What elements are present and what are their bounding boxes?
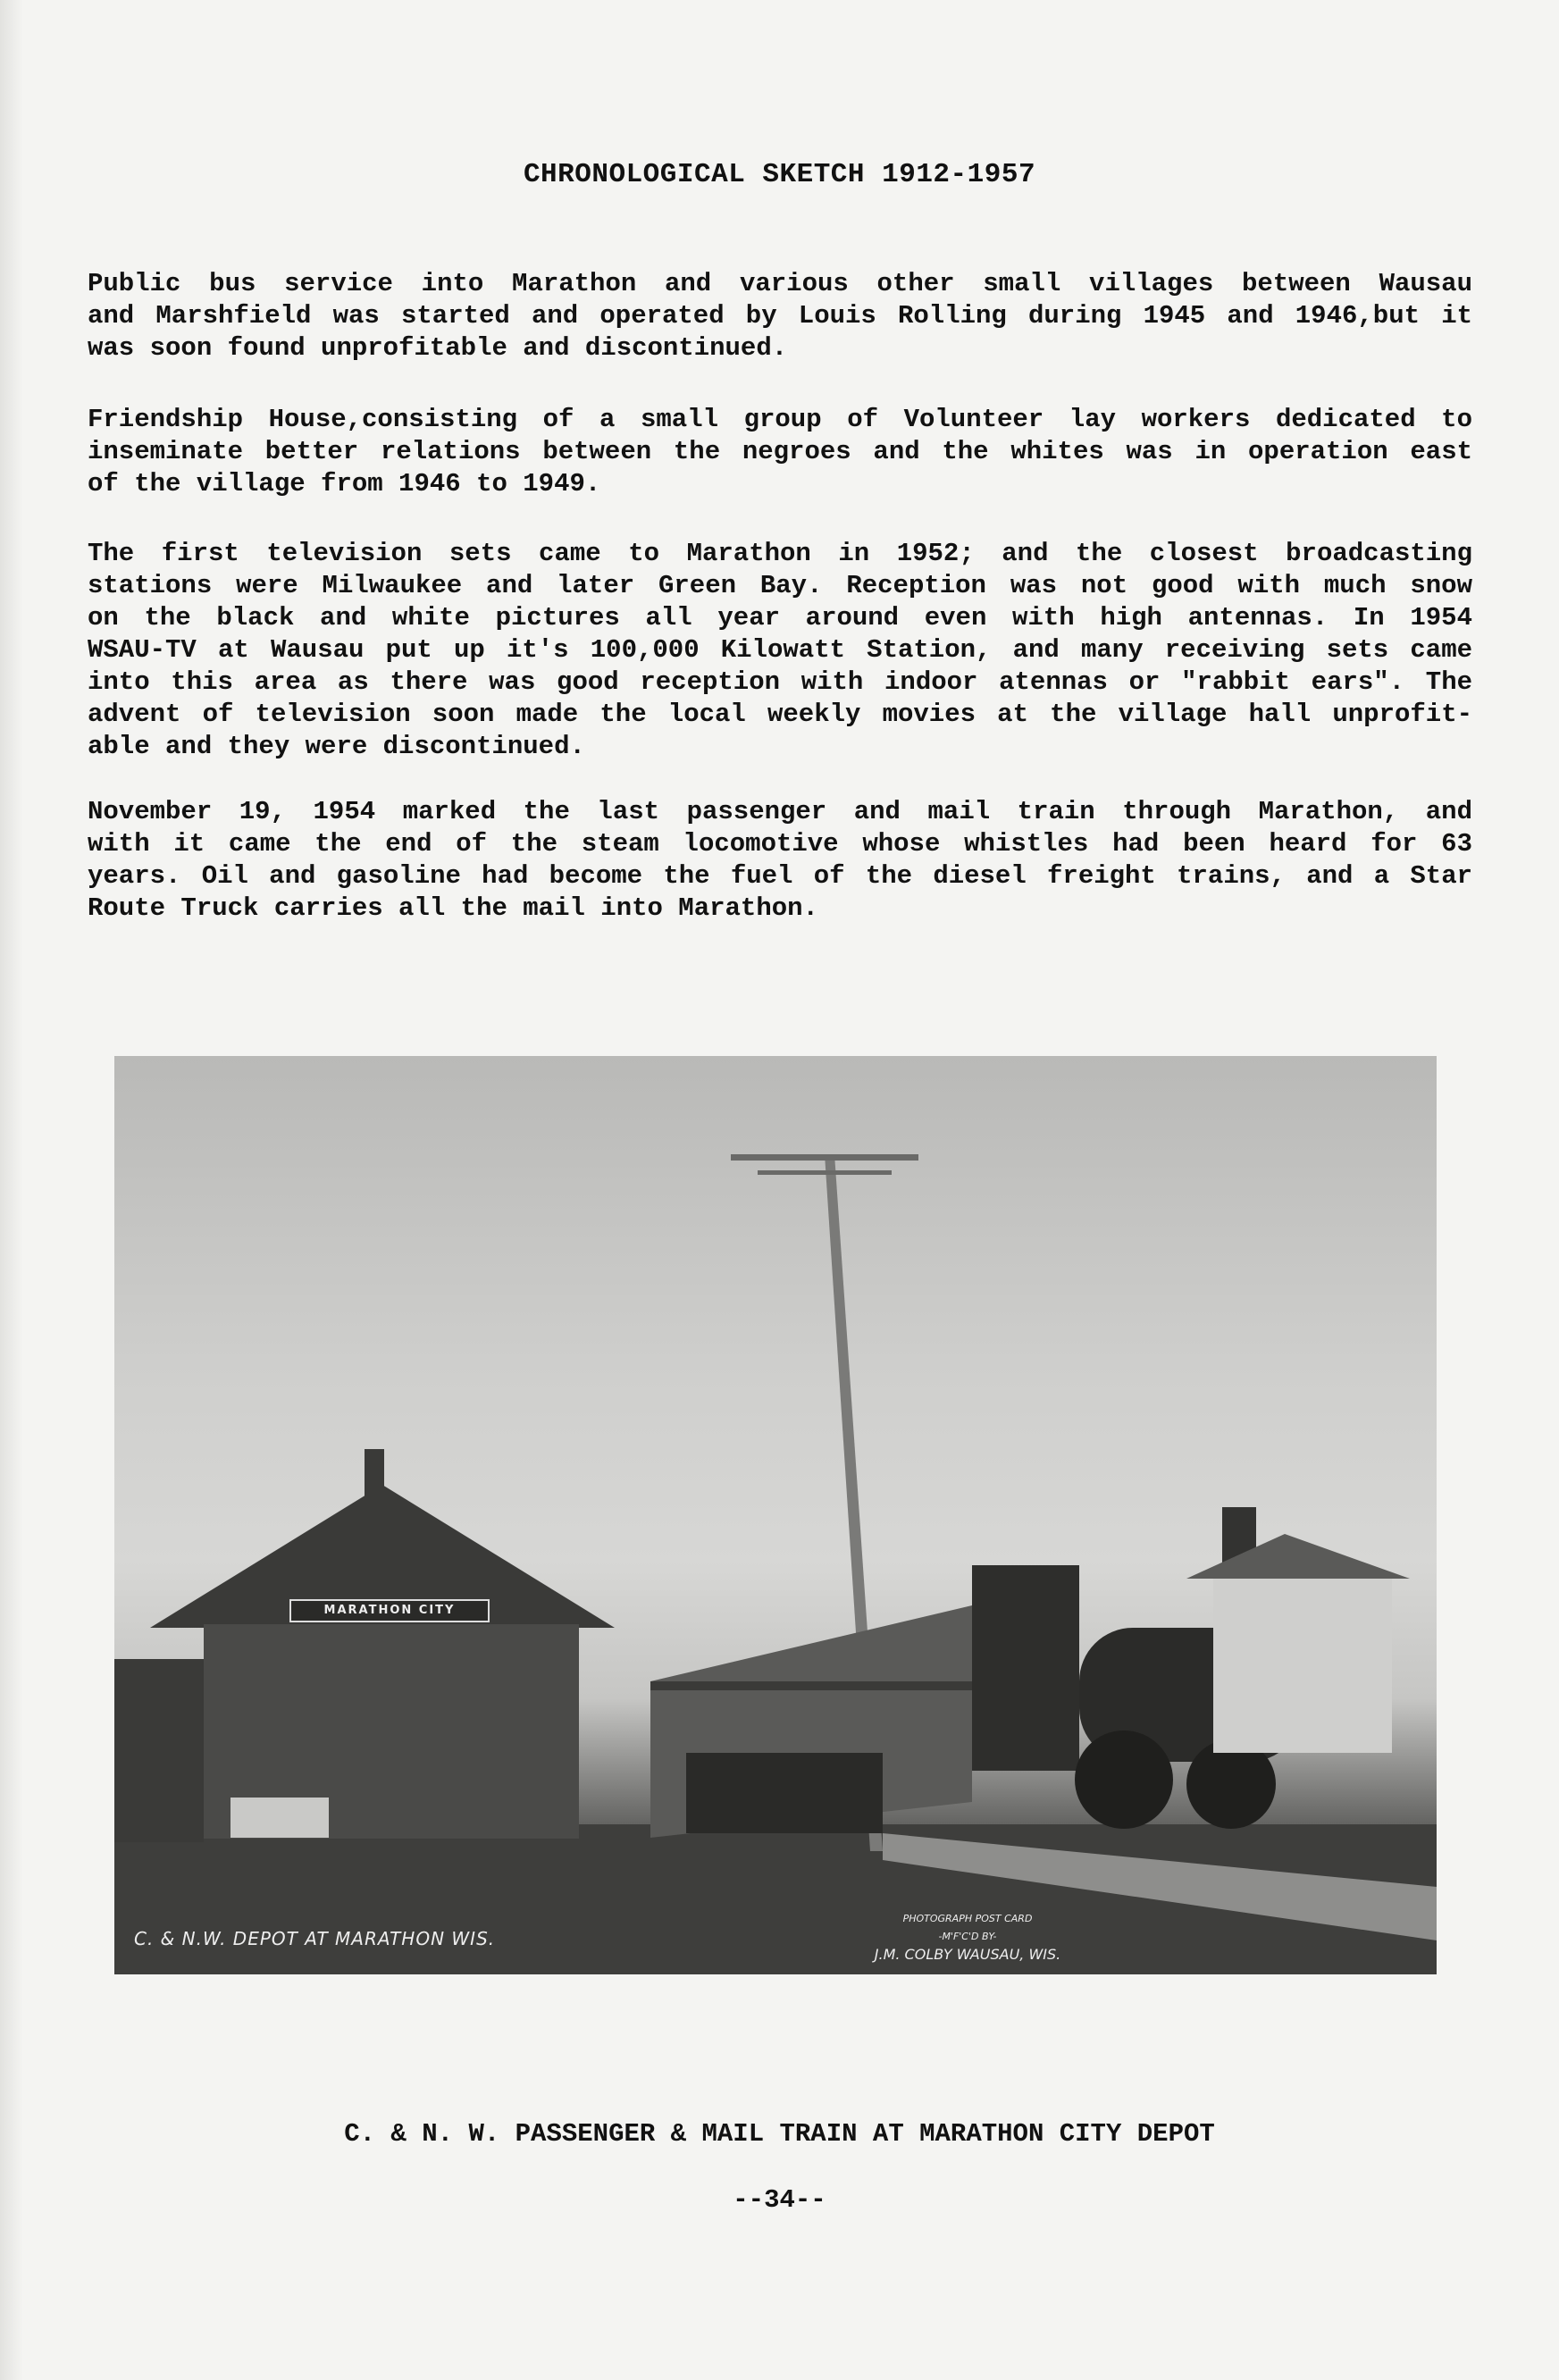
text-line: stations were Milwaukee and later Green Bay. Reception was not good with much snow bbox=[88, 571, 1472, 600]
photo-caption-left: C. & N.W. DEPOT AT MARATHON WIS. bbox=[134, 1928, 496, 1949]
station-sign: MARATHON CITY bbox=[289, 1599, 490, 1622]
text-line: WSAU-TV at Wausau put up it's 100,000 Kilowatt Station, and many receiving sets came bbox=[88, 635, 1472, 665]
page-heading: CHRONOLOGICAL SKETCH 1912-1957 bbox=[523, 159, 1036, 190]
text-line: on the black and white pictures all year around even with high antennas. In 1954 bbox=[88, 603, 1472, 633]
figure-caption: C. & N. W. PASSENGER & MAIL TRAIN AT MARATHON CITY DEPOT bbox=[344, 2119, 1215, 2149]
depot-train-photograph bbox=[114, 1056, 1437, 1974]
text-line: years. Oil and gasoline had become the fuel of the diesel freight trains, and a Star bbox=[88, 861, 1472, 891]
text-line: was soon found unprofitable and discontinued. bbox=[88, 333, 788, 363]
photo-credit-line: -M'F'C'D BY- bbox=[938, 1931, 997, 1942]
text-line: November 19, 1954 marked the last passenger and mail train through Marathon, and bbox=[88, 797, 1472, 826]
text-line: Public bus service into Marathon and various other small villages between Wausau bbox=[88, 269, 1472, 298]
text-line: Friendship House,consisting of a small group of Volunteer lay workers dedicated to bbox=[88, 405, 1472, 434]
text-line: The first television sets came to Marathon in 1952; and the closest broadcasting bbox=[88, 539, 1472, 568]
photo-credit-line: J.M. COLBY WAUSAU, WIS. bbox=[874, 1946, 1061, 1963]
photo-caption-right bbox=[820, 1910, 1115, 1964]
page-binding-edge bbox=[0, 0, 23, 2380]
text-line: of the village from 1946 to 1949. bbox=[88, 469, 601, 499]
paragraph-friendship-house bbox=[88, 404, 1472, 500]
text-line: advent of television soon made the local weekly movies at the village hall unprofit- bbox=[88, 700, 1472, 729]
text-line: into this area as there was good reception with indoor atennas or "rabbit ears". The bbox=[88, 667, 1472, 697]
text-line: able and they were discontinued. bbox=[88, 732, 585, 761]
photo-scene bbox=[114, 1056, 1437, 1974]
text-line: with it came the end of the steam locomotive whose whistles had been heard for 63 bbox=[88, 829, 1472, 859]
text-line: Route Truck carries all the mail into Marathon. bbox=[88, 893, 818, 923]
paragraph-last-train bbox=[88, 796, 1472, 925]
text-line: and Marshfield was started and operated by Louis Rolling during 1945 and 1946,but it bbox=[88, 301, 1472, 331]
page-number: --34-- bbox=[733, 2185, 826, 2215]
photo-credit-line: PHOTOGRAPH POST CARD bbox=[902, 1913, 1033, 1924]
paragraph-bus-service bbox=[88, 268, 1472, 365]
text-line: inseminate better relations between the negroes and the whites was in operation east bbox=[88, 437, 1472, 466]
paragraph-television bbox=[88, 538, 1472, 763]
